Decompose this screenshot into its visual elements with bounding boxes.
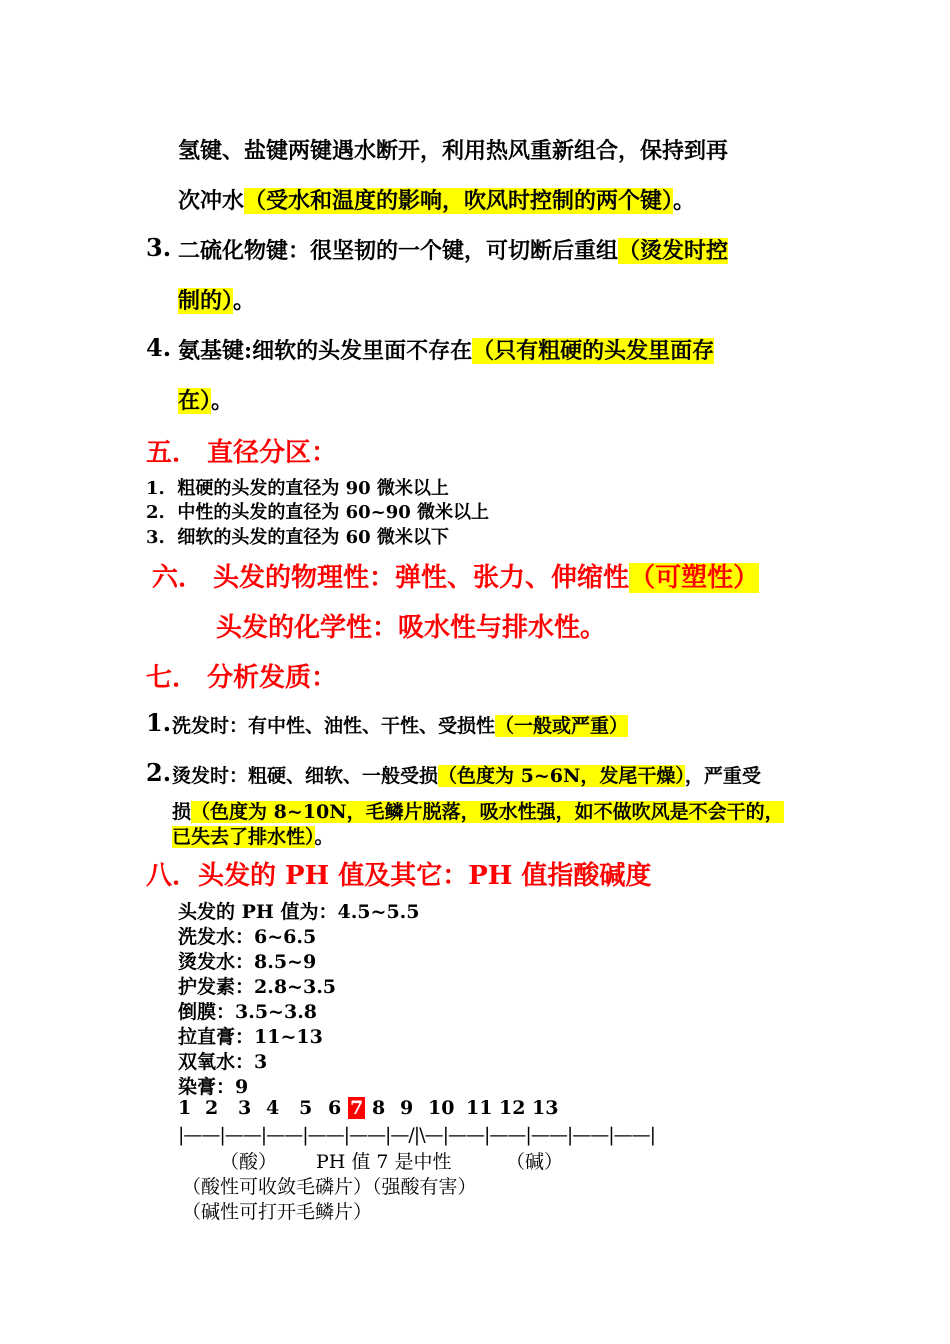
item-number: 1. xyxy=(146,708,172,737)
paragraph-line: 氢键、盐键两键遇水断开，利用热风重新组合，保持到再 xyxy=(178,138,729,164)
paragraph-line: 氨基键:细软的头发里面不存在（只有粗硬的头发里面存 xyxy=(178,338,715,364)
section-heading: 八．头发的 PH 值及其它：PH 值指酸碱度 xyxy=(146,861,652,891)
paragraph-line: 在）。 xyxy=(178,388,234,414)
ph-scale-tick: 1 xyxy=(178,1097,192,1119)
ph-row: 头发的 PH 值为：4.5~5.5 xyxy=(178,901,420,923)
item-number: 4. xyxy=(146,333,172,362)
ph-label-acid: （酸） xyxy=(220,1151,278,1173)
ph-scale-tick: 11 xyxy=(466,1097,493,1119)
list-item: 3. 细软的头发的直径为 60 微米以下 xyxy=(146,527,449,548)
ph-scale-tick: 8 xyxy=(372,1097,386,1119)
paragraph-line: 制的）。 xyxy=(178,288,256,314)
ph-label-alkali: （碱） xyxy=(506,1151,564,1173)
ph-scale-tick: 13 xyxy=(532,1097,559,1119)
highlight: （只有粗硬的头发里面存 xyxy=(472,338,715,364)
paragraph-line: 洗发时：有中性、油性、干性、受损性（一般或严重） xyxy=(172,715,629,737)
ph-row: 双氧水：3 xyxy=(178,1051,268,1073)
section-heading: 五． 直径分区： xyxy=(146,438,338,468)
ph-row: 护发素：2.8~3.5 xyxy=(178,976,337,998)
ph-scale-tick: 6 xyxy=(328,1097,342,1119)
highlight: （一般或严重） xyxy=(495,715,629,737)
highlight: （烫发时控 xyxy=(618,238,729,264)
ph-note: （碱性可打开毛鳞片） xyxy=(182,1201,373,1223)
highlight: （受水和温度的影响，吹风时控制的两个键） xyxy=(244,188,674,214)
highlight: （可塑性） xyxy=(629,563,760,593)
ph-row: 烫发水：8.5~9 xyxy=(178,951,317,973)
ph-row: 拉直膏：11~13 xyxy=(178,1026,323,1048)
ph-scale-tick: 5 xyxy=(299,1097,313,1119)
paragraph-line: 次冲水（受水和温度的影响，吹风时控制的两个键）。 xyxy=(178,188,696,214)
ph-note: （酸性可收敛毛磷片）（强酸有害） xyxy=(182,1176,477,1198)
highlight: 已失去了排水性） xyxy=(172,826,315,848)
ph-scale-tick: 9 xyxy=(400,1097,414,1119)
section-heading: 六． 头发的物理性：弹性、张力、伸缩性（可塑性） xyxy=(152,563,760,593)
list-item: 1. 粗硬的头发的直径为 90 微米以上 xyxy=(146,478,449,499)
ph-label-neutral: PH 值 7 是中性 xyxy=(316,1151,452,1173)
ph-scale-tick: 4 xyxy=(266,1097,280,1119)
paragraph-line: 已失去了排水性）。 xyxy=(172,826,334,848)
item-number: 3. xyxy=(146,233,172,262)
ph-row: 洗发水：6~6.5 xyxy=(178,926,317,948)
ph-scale-tick: 10 xyxy=(428,1097,455,1119)
list-item: 2. 中性的头发的直径为 60~90 微米以上 xyxy=(146,502,490,523)
paragraph-line: 烫发时：粗硬、细软、一般受损（色度为 5~6N，发尾干燥），严重受 xyxy=(172,765,761,787)
ph-row: 倒膜：3.5~3.8 xyxy=(178,1001,318,1023)
ph-scale-tick: 3 xyxy=(238,1097,252,1119)
ph-scale-tick-neutral: 7 xyxy=(350,1097,364,1119)
highlight: （色度为 5~6N，发尾干燥） xyxy=(438,765,685,787)
paragraph-line: 损（色度为 8~10N，毛鳞片脱落，吸水性强，如不做吹风是不会干的， xyxy=(172,801,784,823)
highlight: （色度为 8~10N，毛鳞片脱落，吸水性强，如不做吹风是不会干的， xyxy=(191,801,784,823)
section-heading: 七． 分析发质： xyxy=(146,663,338,693)
ph-scale-tick: 12 xyxy=(499,1097,526,1119)
paragraph-line: 二硫化物键：很坚韧的一个键，可切断后重组（烫发时控 xyxy=(178,238,729,264)
highlight: 制的） xyxy=(178,288,234,314)
item-number: 2. xyxy=(146,758,172,787)
highlight: 在） xyxy=(178,388,212,414)
ph-ruler: |——|——|——|——|——|—/|\—|——|——|——|——|——| xyxy=(178,1124,656,1146)
ph-scale-tick: 2 xyxy=(205,1097,219,1119)
section-subheading: 头发的化学性：吸水性与排水性。 xyxy=(216,613,607,643)
ph-row: 染膏：9 xyxy=(178,1076,249,1098)
